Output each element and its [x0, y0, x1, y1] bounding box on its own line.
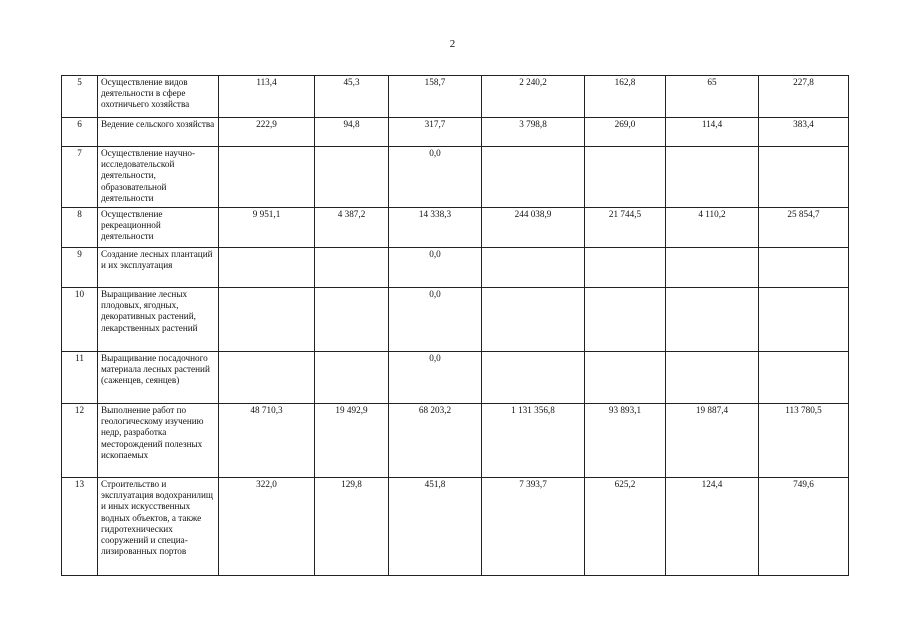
table-cell: 2 240,2 [482, 76, 585, 118]
table-cell: 9 951,1 [219, 208, 315, 248]
row-number: 6 [62, 118, 98, 147]
table-cell [219, 248, 315, 288]
table-cell [759, 288, 849, 352]
table-cell: 14 338,3 [389, 208, 482, 248]
table-row [62, 288, 849, 352]
table-cell: 269,0 [585, 118, 666, 147]
table-row [62, 248, 849, 288]
table-cell: 3 798,8 [482, 118, 585, 147]
table-cell: 162,8 [585, 76, 666, 118]
table-cell [585, 248, 666, 288]
row-activity-name: Строительство и эксплуатация водохранилищ и иных искусственных водных объектов, а также гидротехнических сооружений и специа-лизированных портов [98, 478, 219, 576]
table-cell [219, 288, 315, 352]
row-activity-name: Выращивание лесных плодовых, ягодных, декоративных растений, лекарственных растений [98, 288, 219, 352]
row-activity-name: Создание лесных плантаций и их эксплуатация [98, 248, 219, 288]
row-number: 11 [62, 352, 98, 404]
table-row [62, 352, 849, 404]
table-cell: 113,4 [219, 76, 315, 118]
row-activity-name: Выполнение работ по геологическому изучению недр, разработка месторождений полезных ископаемых [98, 404, 219, 478]
table-cell: 45,3 [315, 76, 389, 118]
table-cell [219, 147, 315, 208]
table-cell: 19 492,9 [315, 404, 389, 478]
table-cell: 383,4 [759, 118, 849, 147]
table-cell: 317,7 [389, 118, 482, 147]
table-cell: 222,9 [219, 118, 315, 147]
row-number: 13 [62, 478, 98, 576]
row-activity-name: Осуществление видов деятельности в сфере охотничьего хозяйства [98, 76, 219, 118]
table-row [62, 147, 849, 208]
table-row [62, 118, 849, 147]
table-cell: 322,0 [219, 478, 315, 576]
table-cell: 227,8 [759, 76, 849, 118]
table-cell: 244 038,9 [482, 208, 585, 248]
table-cell: 93 893,1 [585, 404, 666, 478]
table-cell [585, 352, 666, 404]
table-cell: 65 [666, 76, 759, 118]
table-cell: 0,0 [389, 248, 482, 288]
table-cell: 451,8 [389, 478, 482, 576]
table-cell [482, 352, 585, 404]
table-cell: 19 887,4 [666, 404, 759, 478]
table-cell [759, 352, 849, 404]
table-row [62, 404, 849, 478]
table-cell: 625,2 [585, 478, 666, 576]
table-row [62, 76, 849, 118]
table-cell: 129,8 [315, 478, 389, 576]
table-cell [666, 288, 759, 352]
table-cell: 158,7 [389, 76, 482, 118]
table-cell: 25 854,7 [759, 208, 849, 248]
table-cell [482, 147, 585, 208]
table-cell [482, 248, 585, 288]
row-number: 8 [62, 208, 98, 248]
table-cell: 113 780,5 [759, 404, 849, 478]
row-number: 10 [62, 288, 98, 352]
table-cell: 0,0 [389, 147, 482, 208]
row-number: 5 [62, 76, 98, 118]
table-cell [666, 248, 759, 288]
row-number: 12 [62, 404, 98, 478]
forest-use-table [61, 75, 849, 576]
table-cell: 48 710,3 [219, 404, 315, 478]
table-cell: 68 203,2 [389, 404, 482, 478]
row-activity-name: Выращивание посадочного материала лесных растений (саженцев, сеянцев) [98, 352, 219, 404]
table-cell [585, 288, 666, 352]
table-cell: 749,6 [759, 478, 849, 576]
table-cell: 4 110,2 [666, 208, 759, 248]
table-cell: 94,8 [315, 118, 389, 147]
table-row [62, 478, 849, 576]
table-cell [482, 288, 585, 352]
table-cell: 0,0 [389, 352, 482, 404]
table-cell [759, 248, 849, 288]
table-cell: 21 744,5 [585, 208, 666, 248]
page-number: 2 [449, 38, 456, 50]
table-cell [759, 147, 849, 208]
table-cell: 114,4 [666, 118, 759, 147]
table-cell: 4 387,2 [315, 208, 389, 248]
table-cell [585, 147, 666, 208]
table-cell [219, 352, 315, 404]
table-cell [315, 147, 389, 208]
table-cell [315, 352, 389, 404]
row-activity-name: Осуществление научно-исследовательской деятельности, образовательной деятельности [98, 147, 219, 208]
table-cell [315, 288, 389, 352]
table-cell [315, 248, 389, 288]
row-activity-name: Ведение сельского хозяйства [98, 118, 219, 147]
table-cell [666, 352, 759, 404]
table-cell: 124,4 [666, 478, 759, 576]
table-cell: 0,0 [389, 288, 482, 352]
table-row [62, 208, 849, 248]
table-cell [666, 147, 759, 208]
row-number: 7 [62, 147, 98, 208]
row-number: 9 [62, 248, 98, 288]
table-cell: 7 393,7 [482, 478, 585, 576]
row-activity-name: Осуществление рекреационной деятельности [98, 208, 219, 248]
table-cell: 1 131 356,8 [482, 404, 585, 478]
